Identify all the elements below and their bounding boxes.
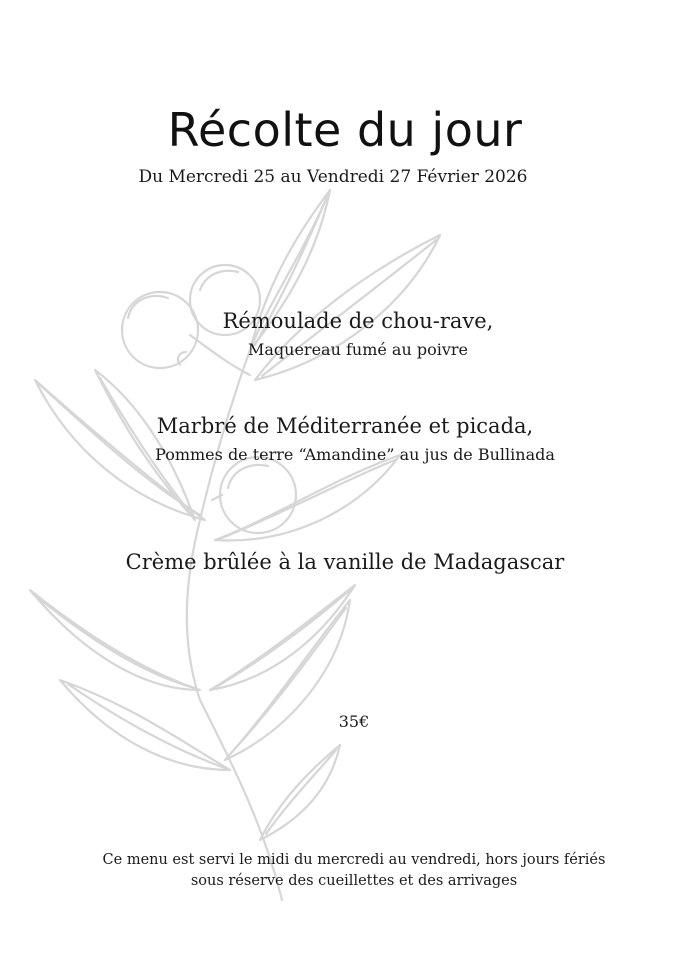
- menu-footer: [0, 850, 690, 892]
- menu-dates: Du Mercredi 25 au Vendredi 27 Février 2026: [138, 167, 528, 187]
- dish-2: [0, 412, 690, 466]
- dish-3: [0, 548, 690, 576]
- dish-name: Crème brûlée à la vanille de Madagascar: [125, 550, 565, 574]
- dish-description: Maquereau fumé au poivre: [247, 340, 468, 359]
- dish-1: [0, 307, 690, 361]
- footer-line: Ce menu est servi le midi du mercredi au vendredi, hors jours fériés: [102, 852, 606, 868]
- page-title: Récolte du jour: [167, 103, 523, 157]
- menu-price: 35€: [338, 712, 370, 731]
- dish-name: Marbré de Méditerranée et picada,: [156, 414, 534, 438]
- dish-description: Pommes de terre “Amandine” au jus de Bullinada: [155, 445, 555, 464]
- footer-line: sous réserve des cueillettes et des arrivages: [190, 873, 518, 889]
- dish-name: Rémoulade de chou-rave,: [222, 309, 494, 333]
